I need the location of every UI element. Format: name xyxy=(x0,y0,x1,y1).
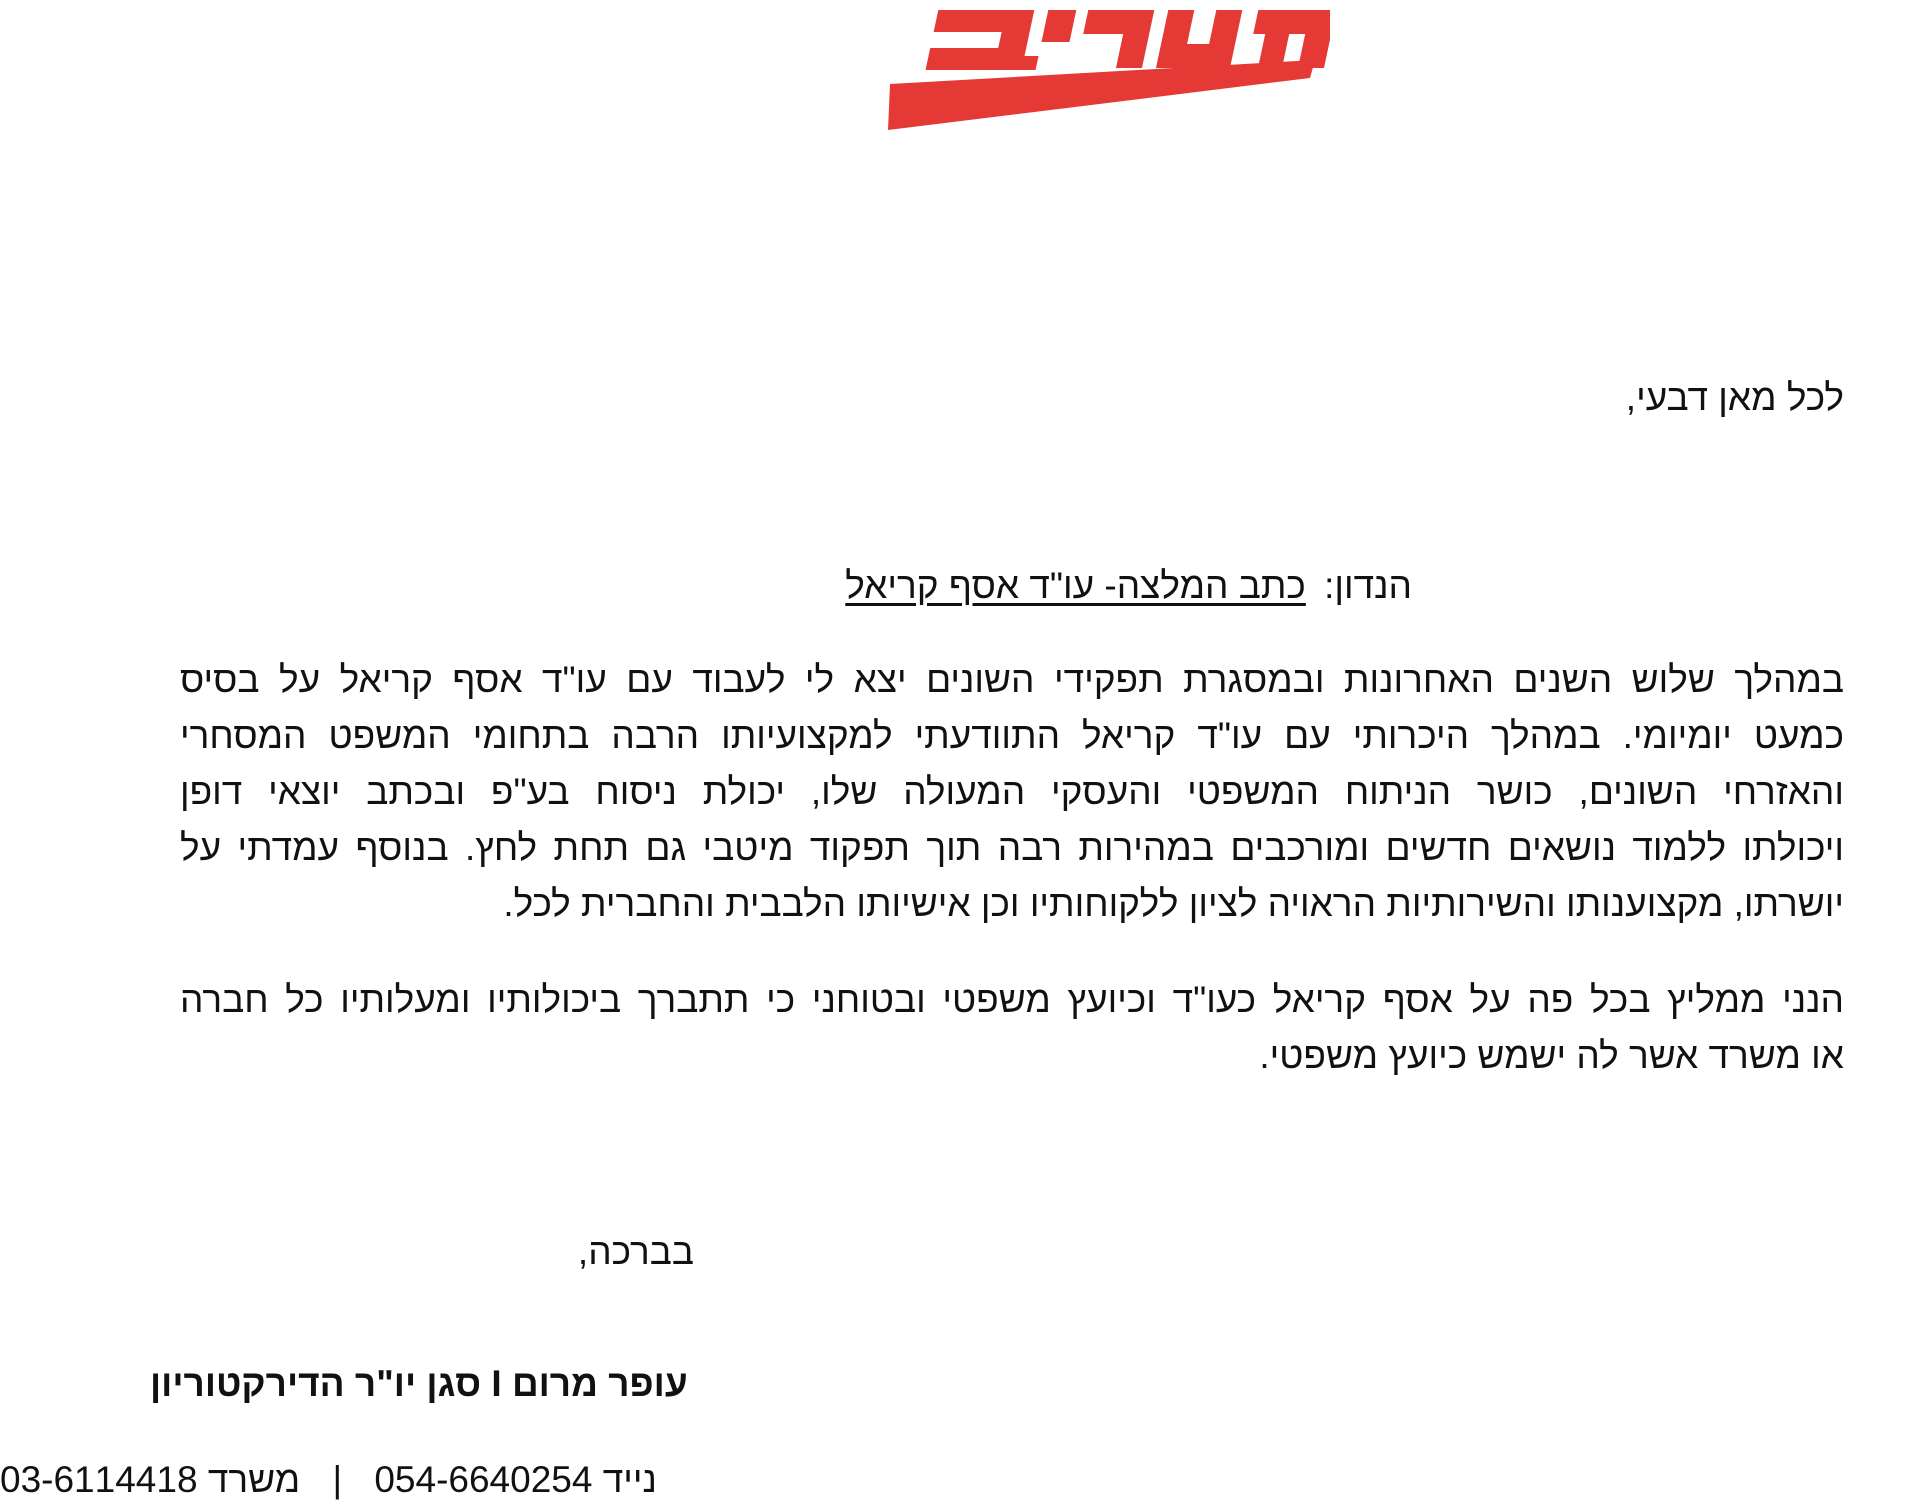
paragraph-line: כמעט יומיומי. במהלך היכרותי עם עו"ד קריאל התוודעתי למקצועיותו הרבה בתחומי המשפט המסחרי xyxy=(180,715,1844,756)
signature-name-title: עופר מרום I סגן יו"ר הדירקטוריון xyxy=(150,1363,688,1404)
body-paragraph-1 xyxy=(180,652,1844,932)
closing: בברכה, xyxy=(577,1231,694,1272)
office-number: 03-6114418 xyxy=(0,1459,198,1500)
greeting: לכל מאן דבעי, xyxy=(1625,377,1844,418)
paragraph-line: ויכולתו ללמוד נושאים חדשים ומורכבים במהירות רבה תוך תפקוד מיטבי גם תחת לחץ. בנוסף עמדתי על xyxy=(180,827,1844,868)
mobile-label: נייד xyxy=(602,1459,657,1500)
paragraph-line: או משרד אשר לה ישמש כיועץ משפטי. xyxy=(1259,1035,1844,1076)
contact-details xyxy=(0,1452,657,1508)
paragraph-line: הנני ממליץ בכל פה על אסף קריאל כעו"ד וכיועץ משפטי ובטוחני כי תתברך ביכולותיו ומעלותיו כל חברה xyxy=(180,979,1844,1020)
paragraph-line: יושרתו, מקצוענותו והשירותיות הראויה לציון ללקוחותיו וכן אישיותו הלבבית והחברית לכל. xyxy=(503,883,1844,924)
paragraph-line: במהלך שלוש השנים האחרונות ובמסגרת תפקידי השונים יצא לי לעבוד עם עו"ד אסף קריאל על בסיס xyxy=(180,659,1844,700)
subject-label: הנדון: xyxy=(1324,565,1412,606)
office-label: משרד xyxy=(207,1459,301,1500)
contact-separator: | xyxy=(332,1459,343,1500)
maariv-logo xyxy=(870,2,1330,132)
paragraph-line: והאזרחי השונים, כושר הניתוח המשפטי והעסקי המעולה שלו, יכולת ניסוח בע"פ ובכתב יוצאי דופן xyxy=(180,771,1844,812)
body-paragraph-2 xyxy=(180,972,1844,1084)
subject-title: כתב המלצה- עו"ד אסף קריאל xyxy=(845,565,1306,606)
subject-line xyxy=(845,558,1412,614)
mobile-number: 054-6640254 xyxy=(374,1459,593,1500)
